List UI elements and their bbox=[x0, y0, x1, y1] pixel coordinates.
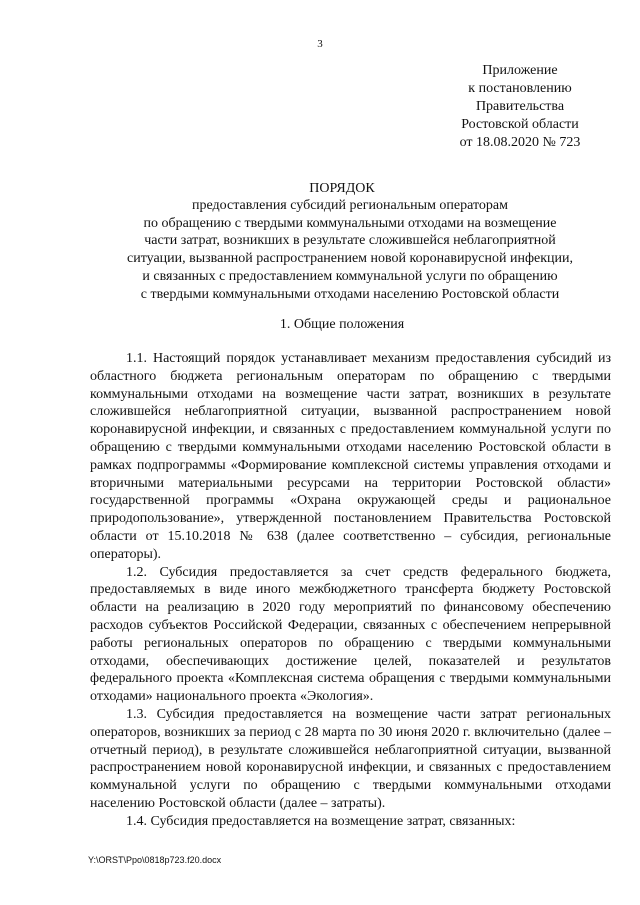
paragraph-1-4: 1.4. Субсидия предоставляется на возмещение затрат, связанных: bbox=[126, 813, 516, 829]
paragraph-1-2: 1.2. Субсидия предоставляется за счет средств федерального бюджета, предоставляемых в виде иного межбюджетного трансферта бюджету Ростовской области на реализацию в 2020 году мероприятий по финансовому обеспечению расходов субъектов Российской Федерации, связанных с обеспечением непрерывной работы региональных операторов по обращению с твердыми коммунальными отходами, обеспечивающих достижение целей, показателей и результатов федерального проекта «Комплексная система обращения с твердыми коммунальными отходами» национального проекта «Экология». bbox=[90, 564, 611, 705]
appendix-line: к постановлению bbox=[468, 81, 572, 96]
subtitle-line: части затрат, возникших в результате сложившейся неблагоприятной bbox=[144, 233, 556, 249]
appendix-line: Правительства bbox=[475, 99, 565, 114]
paragraph-1-1: 1.1. Настоящий порядок устанавливает механизм предоставления субсидий из областного бюджета региональным операторам по обращению с твердыми коммунальными отходами на возмещение части затрат, возникших в результате сложившейся неблагоприятной ситуации, вызванной распространением новой коронавирусной инфекции, и связанных с предоставлением коммунальной услуги по обращению с твердыми коммунальными отходами населению Ростовской области в рамках подпрограммы «Формирование комплексной системы управления отходами и вторичными материальными ресурсами на территории Ростовской области» государственной программы «Охрана окружающей среды и рациональное природопользование», утвержденной постановлением Правительства Ростовской области от 15.10.2018 № 638 (далее соответственно – субсидия, региональные операторы). bbox=[90, 351, 611, 562]
page-number: 3 bbox=[317, 38, 323, 50]
appendix-line: от 18.08.2020 № 723 bbox=[459, 135, 581, 150]
appendix-block bbox=[430, 62, 610, 152]
subtitle-line: и связанных с предоставлением коммунальной услуги по обращению bbox=[142, 268, 558, 284]
appendix-line: Ростовской области bbox=[461, 117, 579, 132]
footer-file-path: Y:\ORST\Ppo\0818p723.f20.docx bbox=[88, 855, 222, 865]
subtitle-line: по обращению с твердыми коммунальными отходами на возмещение bbox=[143, 215, 557, 231]
document-subtitle bbox=[70, 197, 630, 303]
appendix-line: Приложение bbox=[482, 63, 558, 78]
section-heading: 1. Общие положения bbox=[279, 317, 405, 332]
document-title: ПОРЯДОК bbox=[309, 181, 375, 196]
subtitle-line: ситуации, вызванной распространением новой коронавирусной инфекции, bbox=[126, 251, 574, 267]
document-body bbox=[90, 350, 611, 831]
paragraph-1-3: 1.3. Субсидия предоставляется на возмещение части затрат региональных операторов, возникших за период с 28 марта по 30 июня 2020 г. включительно (далее – отчетный период), в результате сложившейся неблагоприятной ситуации, вызванной распространением новой коронавирусной инфекции, и связанных с предоставлением коммунальной услуги по обращению с твердыми коммунальными отходами населению Ростовской области (далее – затраты). bbox=[90, 706, 611, 811]
subtitle-line: предоставления субсидий региональным операторам bbox=[191, 198, 508, 213]
subtitle-line: с твердыми коммунальными отходами населению Ростовской области bbox=[140, 286, 560, 302]
